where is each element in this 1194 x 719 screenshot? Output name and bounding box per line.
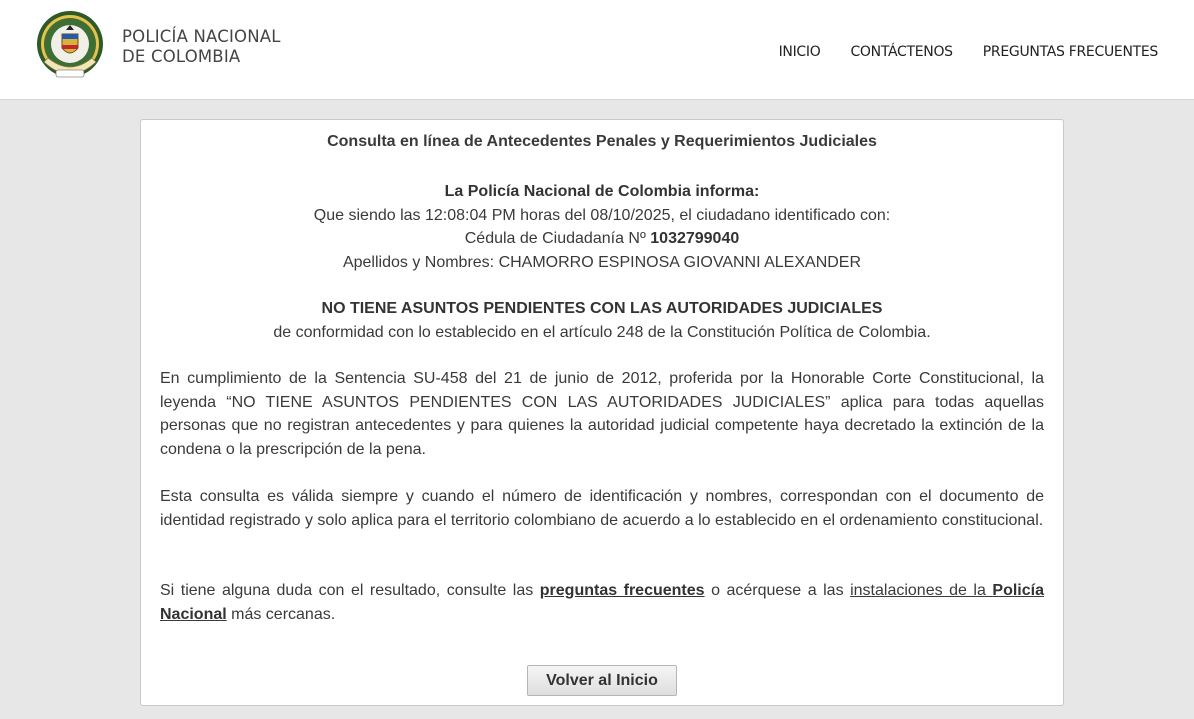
status-block	[141, 297, 1063, 344]
faq-link[interactable]: preguntas frecuentes	[539, 582, 705, 599]
stations-link-text: instalaciones de la	[850, 582, 993, 599]
help-text-after: más cercanas.	[226, 605, 336, 623]
stations-link-bold: Policía Nacional	[160, 582, 1044, 623]
site-header	[0, 0, 1194, 100]
id-label: Cédula de Ciudadanía Nº	[464, 230, 646, 247]
help-text-before: Si tiene alguna duda con el resultado, consulte las	[160, 582, 540, 599]
id-line	[141, 227, 1063, 251]
police-emblem-icon	[36, 8, 104, 84]
brand-name[interactable]	[122, 27, 281, 67]
nav-contactenos[interactable]: CONTÁCTENOS	[850, 44, 953, 60]
citizen-info	[141, 180, 1063, 274]
brand-line-1: POLICÍA NACIONAL	[122, 27, 281, 46]
police-logo[interactable]	[36, 8, 104, 84]
help-paragraph	[160, 579, 1044, 626]
help-text-mid: o acérquese a las	[704, 582, 851, 599]
status-note: de conformidad con lo establecido en el artículo 248 de la Constitución Política de Colombia.	[273, 323, 931, 341]
result-panel	[140, 119, 1064, 706]
main-nav	[779, 44, 1158, 60]
brand-line-2: DE COLOMBIA	[122, 47, 241, 66]
page-title: Consulta en línea de Antecedentes Penales y Requerimientos Judiciales	[327, 133, 877, 150]
legal-paragraph-sentencia: En cumplimiento de la Sentencia SU-458 del 21 de junio de 2012, proferida por la Honorable Corte Constitucional, la leyenda “NO TIENE ASUNTOS PENDIENTES CON LAS AUTORIDADES JUDICIALES” aplica para todas aquellas personas que no registran antecedentes y para quienes la autoridad judicial competente haya decretado la extinción de la condena o la prescripción de la pena.	[160, 370, 1044, 458]
nav-preguntas-frecuentes[interactable]: PREGUNTAS FRECUENTES	[982, 44, 1158, 60]
status-text: NO TIENE ASUNTOS PENDIENTES CON LAS AUTORIDADES JUDICIALES	[321, 300, 883, 317]
query-time-line: Que siendo las 12:08:04 PM horas del 08/10/2025, el ciudadano identificado con:	[313, 206, 891, 224]
informa-heading: La Policía Nacional de Colombia informa:	[444, 183, 760, 200]
names-line: Apellidos y Nombres: CHAMORRO ESPINOSA GIOVANNI ALEXANDER	[342, 253, 862, 271]
back-home-button[interactable]: Volver al Inicio	[527, 665, 677, 696]
nav-inicio[interactable]: INICIO	[778, 44, 821, 60]
id-number: 1032799040	[650, 230, 740, 247]
legal-paragraph-validity: Esta consulta es válida siempre y cuando el número de identificación y nombres, correspondan con el documento de identidad registrado y solo aplica para el territorio colombiano de acuerdo a lo establecido en el ordenamiento constitucional.	[160, 488, 1044, 529]
